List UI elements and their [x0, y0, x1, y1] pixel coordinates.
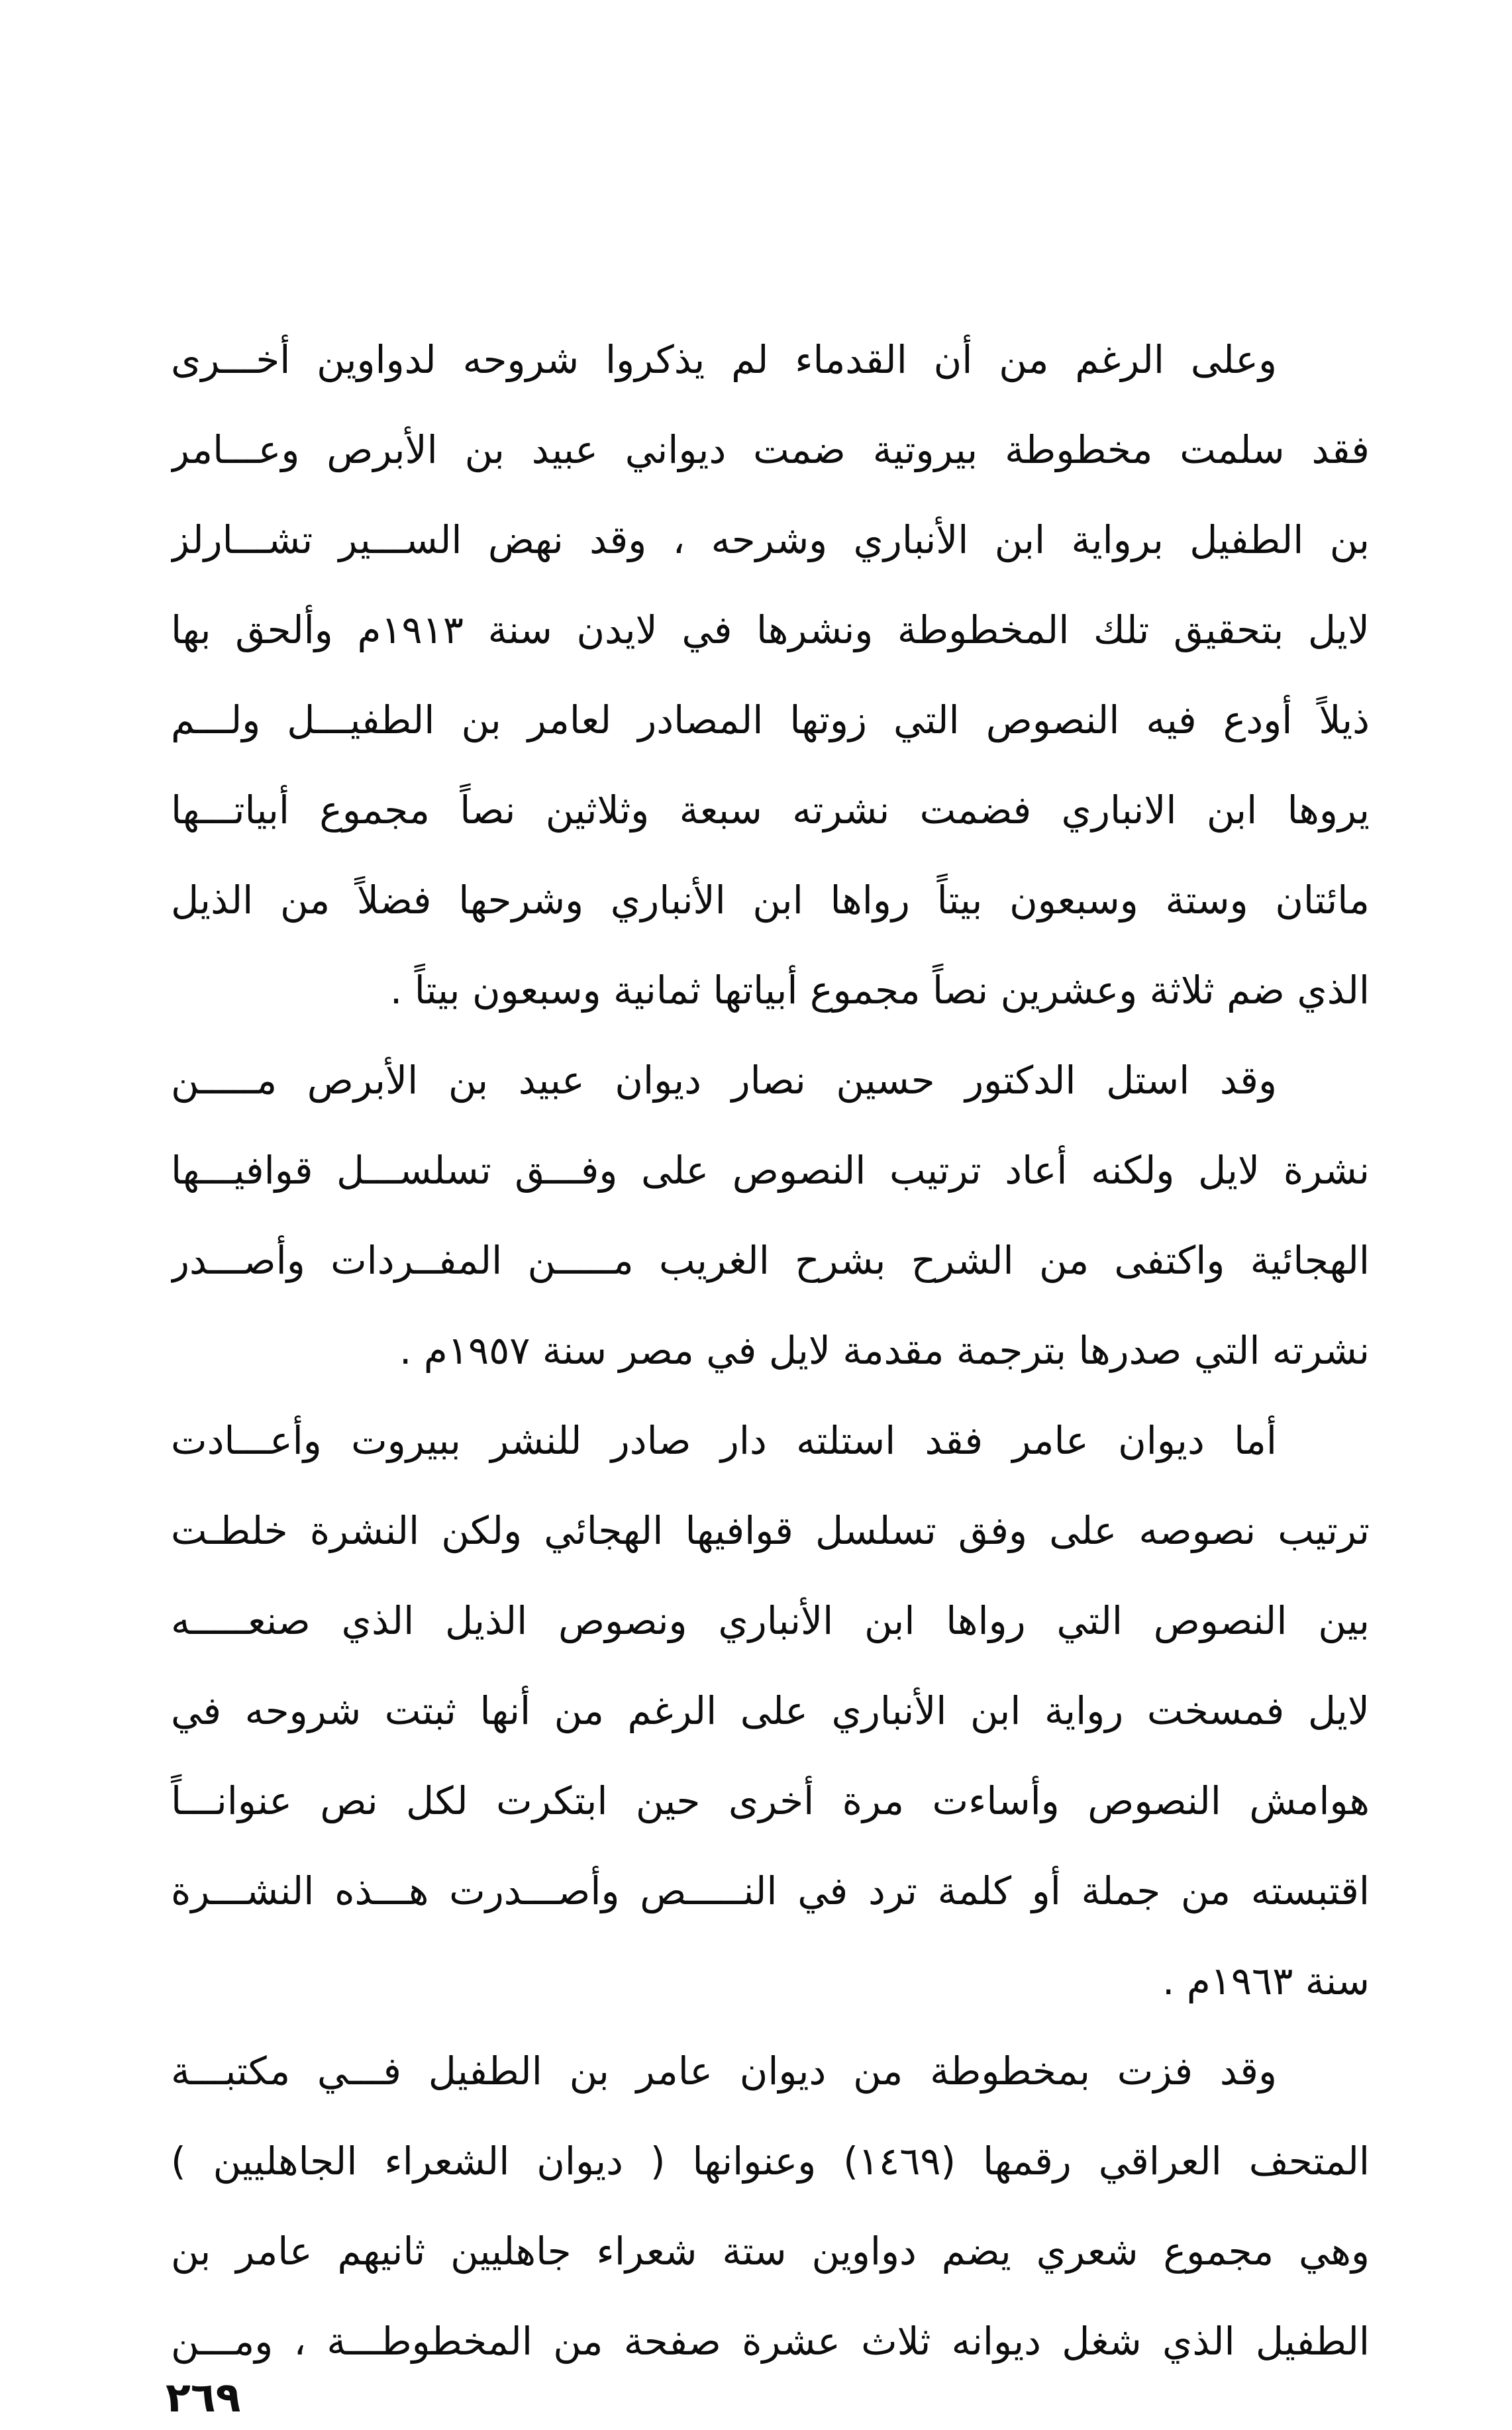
text-line: هوامش النصوص وأساءت مرة أخرى حين ابتكرت لكل نص عنوانـــاً: [171, 1778, 1370, 1823]
text-line: لايل فمسخت رواية ابن الأنباري على الرغم من أنها ثبتت شروحه في: [171, 1688, 1370, 1733]
text-line: بن الطفيل برواية ابن الأنباري وشرحه ، وقد نهض الســـير تشـــارلز: [171, 517, 1370, 562]
text-line: نشرة لايل ولكنه أعاد ترتيب النصوص على وفـــق تسلســـل قوافيـــها: [171, 1148, 1370, 1193]
text-line: بين النصوص التي رواها ابن الأنباري ونصوص الذيل الذي صنعـــــه: [171, 1598, 1370, 1643]
text-line: وقد استل الدكتور حسين نصار ديوان عبيد بن الأبرص مـــــن: [171, 1058, 1277, 1103]
text-line: فقد سلمت مخطوطة بيروتية ضمت ديواني عبيد بن الأبرص وعـــامر: [171, 427, 1370, 472]
text-line: الطفيل الذي شغل ديوانه ثلاث عشرة صفحة من المخطوطـــة ، ومـــن: [171, 2319, 1370, 2364]
text-line: الذي ضم ثلاثة وعشرين نصاً مجموع أبياتها ثمانية وسبعون بيتاً .: [389, 968, 1370, 1013]
text-line: أما ديوان عامر فقد استلته دار صادر للنشر ببيروت وأعـــادت: [171, 1418, 1277, 1463]
text-line: يروها ابن الانباري فضمت نشرته سبعة وثلاثين نصاً مجموع أبياتـــها: [171, 787, 1370, 833]
body-text: [171, 315, 1370, 2386]
text-line: الهجائية واكتفى من الشرح بشرح الغريب مـــــن المفــردات وأصـــدر: [171, 1238, 1370, 1283]
text-line: وقد فزت بمخطوطة من ديوان عامر بن الطفيل فـــي مكتبـــة: [171, 2049, 1277, 2094]
text-line: مائتان وستة وسبعون بيتاً رواها ابن الأنباري وشرحها فضلاً من الذيل: [171, 878, 1370, 923]
text-line: ترتيب نصوصه على وفق تسلسل قوافيها الهجائي ولكن النشرة خلطـت: [171, 1508, 1370, 1553]
text-line: لايل بتحقيق تلك المخطوطة ونشرها في لايدن سنة ١٩١٣م وألحق بها: [171, 607, 1370, 652]
text-line: وهي مجموع شعري يضم دواوين ستة شعراء جاهليين ثانيهم عامر بن: [171, 2229, 1370, 2274]
text-line: ذيلاً أودع فيه النصوص التي زوتها المصادر لعامر بن الطفيـــل ولـــم: [171, 697, 1370, 742]
text-line: وعلى الرغم من أن القدماء لم يذكروا شروحه لدواوين أخـــرى: [171, 337, 1277, 382]
text-line: سنة ١٩٦٣م .: [1162, 1958, 1370, 2003]
page-number: ٢٦٩: [166, 2373, 241, 2421]
text-line: المتحف العراقي رقمها (١٤٦٩) وعنوانها ( ديوان الشعراء الجاهليين ): [171, 2139, 1370, 2184]
text-line: اقتبسته من جملة أو كلمة ترد في النـــــص وأصـــدرت هـــذه النشـــرة: [171, 1868, 1370, 1913]
text-line: نشرته التي صدرها بترجمة مقدمة لايل في مصر سنة ١٩٥٧م .: [399, 1328, 1370, 1373]
